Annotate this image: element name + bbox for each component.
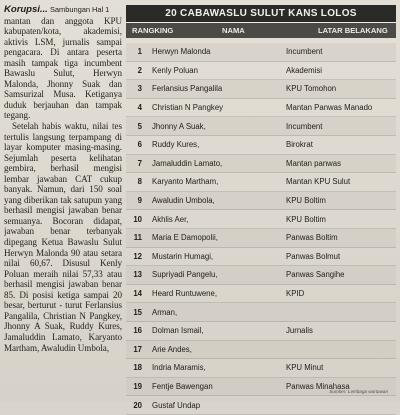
article-continued-label: Sambungan Hal 1 <box>49 5 110 14</box>
candidate-name: Awaludin Umbola, <box>152 196 215 206</box>
rank-number: 20 <box>133 400 142 410</box>
table-row <box>126 192 396 211</box>
candidate-name: Ferlansius Pangalila <box>152 84 223 94</box>
header-name: NAMA <box>222 26 245 35</box>
table-row <box>126 210 396 229</box>
rank-number: 14 <box>133 289 142 299</box>
candidate-name: Karyanto Martham, <box>152 177 219 187</box>
candidate-name: Supriyadi Pangelu, <box>152 270 218 280</box>
table-row <box>126 341 396 360</box>
table-row <box>126 266 396 285</box>
candidate-name: Dolman Ismail, <box>152 326 204 336</box>
candidate-background: Panwas Boltim <box>286 233 338 243</box>
table-row <box>126 285 396 304</box>
candidate-name: Gustaf Undap <box>152 400 201 410</box>
candidate-name: Jamaluddin Lamato, <box>152 158 223 168</box>
candidate-background: Incumbent <box>286 47 323 57</box>
table-row <box>126 136 396 155</box>
candidate-name: Ruddy Kures, <box>152 140 200 150</box>
candidate-name: Indria Maramis, <box>152 363 206 373</box>
candidate-name: Herwyn Malonda <box>152 47 211 57</box>
table-row <box>126 396 396 415</box>
table-title: 20 CABAWASLU SULUT KANS LOLOS <box>126 5 396 22</box>
candidate-name: Jhonny A Suak, <box>152 121 206 131</box>
table-row <box>126 248 396 267</box>
rank-number: 13 <box>133 270 142 280</box>
candidate-background: KPU Tomohon <box>286 84 337 94</box>
candidate-background: Jurnalis <box>286 326 313 336</box>
rank-number: 3 <box>137 84 142 94</box>
article-paragraph-2: Setelah habis waktu, nilai tes tertulis langsung terpampang di layar komputer masing-masing. Sejumlah peserta kelihatan gembira, berhasil mengisi lembar jawaban CAT cukup banyak. Namun, dari 150 soal yang diberikan tak satupun yang berhasil mengisi jawaban benar semuanya. Bocoran didapat, jawaban benar terbanyak dipegang Ketua Bawaslu Sulut Herwyn Malonda 90 atau setara nilai 60,67. Disusul Kenly Poluan meraih nilai 57,33 atau berhasil mengisi jawaban benar 85. Di posisi ketiga sampai 20 besar, berturut - turut Ferlansius Pangalila, Christian N Pangkey, Jhonny A Suak, Ruddy Kures, Jamaluddin Lamato, Karyanto Martham, Awaludin Umbola, <box>4 121 122 353</box>
article-paragraph-1: mantan dan anggota KPU kabupaten/kota, akademisi, aktivis LSM, jurnalis sampai pengacara. Di antara peserta masih tampak tiga incumbent Bawaslu Sulut, Herwyn Malonda, Jhonny Suak dan Samsurizal Musa. Ketiganya duduk berjauhan dan tampak tegang. <box>4 15 122 121</box>
table-row <box>126 173 396 192</box>
table-header-row <box>126 22 396 38</box>
rank-number: 12 <box>133 251 142 261</box>
rank-number: 9 <box>137 196 142 206</box>
candidate-background: Birokrat <box>286 140 313 150</box>
article-heading-line <box>4 4 122 16</box>
candidate-background: Mantan Panwas Manado <box>286 103 373 113</box>
rank-number: 6 <box>137 140 142 150</box>
news-article <box>4 4 122 398</box>
rank-number: 19 <box>133 381 142 391</box>
rank-number: 17 <box>133 344 142 354</box>
candidate-background: Mantan panwas <box>286 158 342 168</box>
header-rank: RANGKING <box>132 26 174 35</box>
rank-number: 1 <box>137 47 142 57</box>
article-heading: Korupsi... <box>4 4 48 15</box>
rank-number: 15 <box>133 307 142 317</box>
table-row <box>126 62 396 81</box>
rank-number: 2 <box>137 65 142 75</box>
table-body <box>126 43 396 415</box>
candidate-background: KPU Boltim <box>286 196 326 206</box>
table-row <box>126 80 396 99</box>
table-row <box>126 117 396 136</box>
candidate-name: Mustarin Humagi, <box>152 251 214 261</box>
candidate-background: KPU Boltim <box>286 214 326 224</box>
candidate-name: Maria E Damopolii, <box>152 233 218 243</box>
candidate-background: Panwas Sangihe <box>286 270 345 280</box>
rank-number: 18 <box>133 363 142 373</box>
rank-number: 4 <box>137 103 142 113</box>
rank-number: 10 <box>133 214 142 224</box>
candidate-name: Kenly Poluan <box>152 65 198 75</box>
table-row <box>126 322 396 341</box>
candidate-background: KPID <box>286 289 305 299</box>
table-source-caption: Sumber: Lembaga wartawan <box>329 389 388 394</box>
table-row <box>126 229 396 248</box>
table-row <box>126 155 396 174</box>
table-row <box>126 99 396 118</box>
candidate-name: Christian N Pangkey <box>152 103 224 113</box>
rank-number: 11 <box>133 233 142 243</box>
rank-number: 5 <box>137 121 142 131</box>
candidate-name: Heard Runtuwene, <box>152 289 218 299</box>
header-background: LATAR BELAKANG <box>318 26 388 35</box>
table-row <box>126 359 396 378</box>
table-row <box>126 43 396 62</box>
candidate-background: Incumbent <box>286 121 323 131</box>
candidate-name: Arie Andes, <box>152 344 192 354</box>
candidate-name: Fentje Bawengan <box>152 381 213 391</box>
table-row <box>126 303 396 322</box>
candidate-name: Arman, <box>152 307 178 317</box>
candidate-background: KPU Minut <box>286 363 324 373</box>
candidate-name: Akhlis Aer, <box>152 214 189 224</box>
rank-number: 8 <box>137 177 142 187</box>
candidate-background: Akademisi <box>286 65 322 75</box>
rank-number: 7 <box>137 158 142 168</box>
candidate-background: Panwas Minahasa <box>286 381 350 391</box>
candidate-background: Panwas Bolmut <box>286 251 341 261</box>
candidates-table <box>126 5 396 410</box>
rank-number: 16 <box>133 326 142 336</box>
candidate-background: Mantan KPU Sulut <box>286 177 351 187</box>
